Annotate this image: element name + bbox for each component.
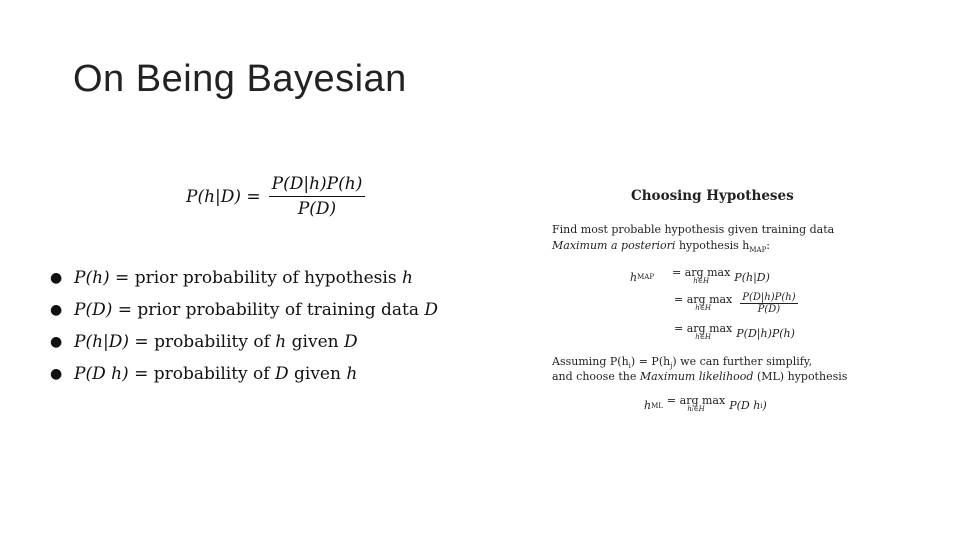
eq-lhs: h <box>630 270 638 284</box>
argmax-under-sub: i <box>691 407 694 413</box>
bullet-icon: ● <box>50 366 63 382</box>
definition-list <box>50 262 438 390</box>
choosing-hypotheses-image <box>548 188 848 428</box>
bullet-var: D <box>424 300 439 320</box>
bullet-text: = prior probability of hypothesis <box>109 268 402 288</box>
eq-rhs: ) <box>762 399 767 412</box>
formula-numerator: P(D|h)P(h) <box>269 174 366 197</box>
bayes-formula <box>186 174 365 219</box>
argmax-text: = arg max <box>666 394 726 407</box>
slide-title: On Being Bayesian <box>73 58 407 100</box>
argmax-under: h∈H <box>695 303 712 312</box>
map-equation-row <box>670 324 795 342</box>
bullet-icon: ● <box>50 302 63 318</box>
map-equation-row <box>670 292 798 315</box>
panel-line <box>552 370 847 383</box>
eq-rhs: P(D h <box>729 399 761 412</box>
eq-denominator: P(D) <box>757 304 781 315</box>
panel-text: Assuming P(h <box>552 355 629 368</box>
argmax <box>672 268 730 286</box>
formula-fraction <box>269 174 366 219</box>
argmax-under: h∈H <box>695 333 712 341</box>
bullet-math: P(D h) <box>74 364 129 384</box>
list-item <box>50 262 438 294</box>
panel-line <box>552 239 770 254</box>
argmax-under: h∈H <box>693 277 710 285</box>
bullet-text: = probability of <box>128 364 275 384</box>
argmax-text: = arg max <box>674 292 733 306</box>
panel-text: and choose the <box>552 370 640 383</box>
bullet-var: h <box>401 268 413 288</box>
panel-subscript: i <box>628 362 631 370</box>
panel-text: ) we can further simplify, <box>672 355 813 368</box>
panel-italic-text: Maximum likelihood <box>639 370 754 383</box>
panel-subscript: MAP <box>749 246 767 254</box>
panel-subscript: j <box>670 362 673 370</box>
formula-lhs: P(h|D) = <box>186 186 261 207</box>
eq-fraction <box>740 292 797 315</box>
bullet-text: given <box>286 332 344 352</box>
eq-rhs-sub: i <box>760 401 763 410</box>
eq-numerator: P(D|h)P(h) <box>742 292 796 303</box>
argmax-under-var: h <box>687 405 692 413</box>
map-equation-row <box>630 268 770 286</box>
argmax <box>674 324 732 342</box>
bullet-icon: ● <box>50 270 63 286</box>
list-item <box>50 326 438 358</box>
panel-text: (ML) hypothesis <box>753 370 848 383</box>
bullet-text: given <box>288 364 347 384</box>
panel-text: ) = P(h <box>630 355 671 368</box>
ml-equation-row <box>644 396 767 415</box>
eq-rhs: P(D|h)P(h) <box>736 326 795 340</box>
panel-title: Choosing Hypotheses <box>631 188 794 204</box>
eq-lhs-sub: ML <box>651 401 663 410</box>
argmax <box>667 396 725 415</box>
bullet-var: D <box>344 332 358 352</box>
eq-lhs: h <box>644 399 652 412</box>
bullet-math: P(D) <box>74 300 113 320</box>
bullet-math: P(h|D) <box>74 332 130 352</box>
bullet-var: h <box>346 364 358 384</box>
bullet-math: P(h) <box>74 268 110 288</box>
bullet-text: = prior probability of training data <box>112 300 425 320</box>
argmax-under <box>687 405 704 415</box>
argmax <box>674 292 733 313</box>
panel-italic-text: Maximum a posteriori <box>552 239 676 252</box>
argmax-text: = arg max <box>672 266 731 279</box>
bullet-var: D <box>274 364 289 384</box>
list-item <box>50 294 438 326</box>
bullet-icon: ● <box>50 334 63 350</box>
panel-text: : <box>766 239 770 252</box>
panel-text: hypothesis h <box>675 239 750 252</box>
argmax-under-rest: ∈H <box>693 405 705 413</box>
eq-rhs: P(h|D) <box>734 270 770 284</box>
eq-lhs-sub: MAP <box>637 273 655 281</box>
bullet-var: h <box>275 332 287 352</box>
argmax-text: = arg max <box>674 322 733 335</box>
panel-line: Find most probable hypothesis given training data <box>552 223 835 236</box>
formula-denominator: P(D) <box>297 199 337 219</box>
bullet-text: = probability of <box>129 332 276 352</box>
panel-line <box>552 355 812 370</box>
list-item <box>50 358 438 390</box>
